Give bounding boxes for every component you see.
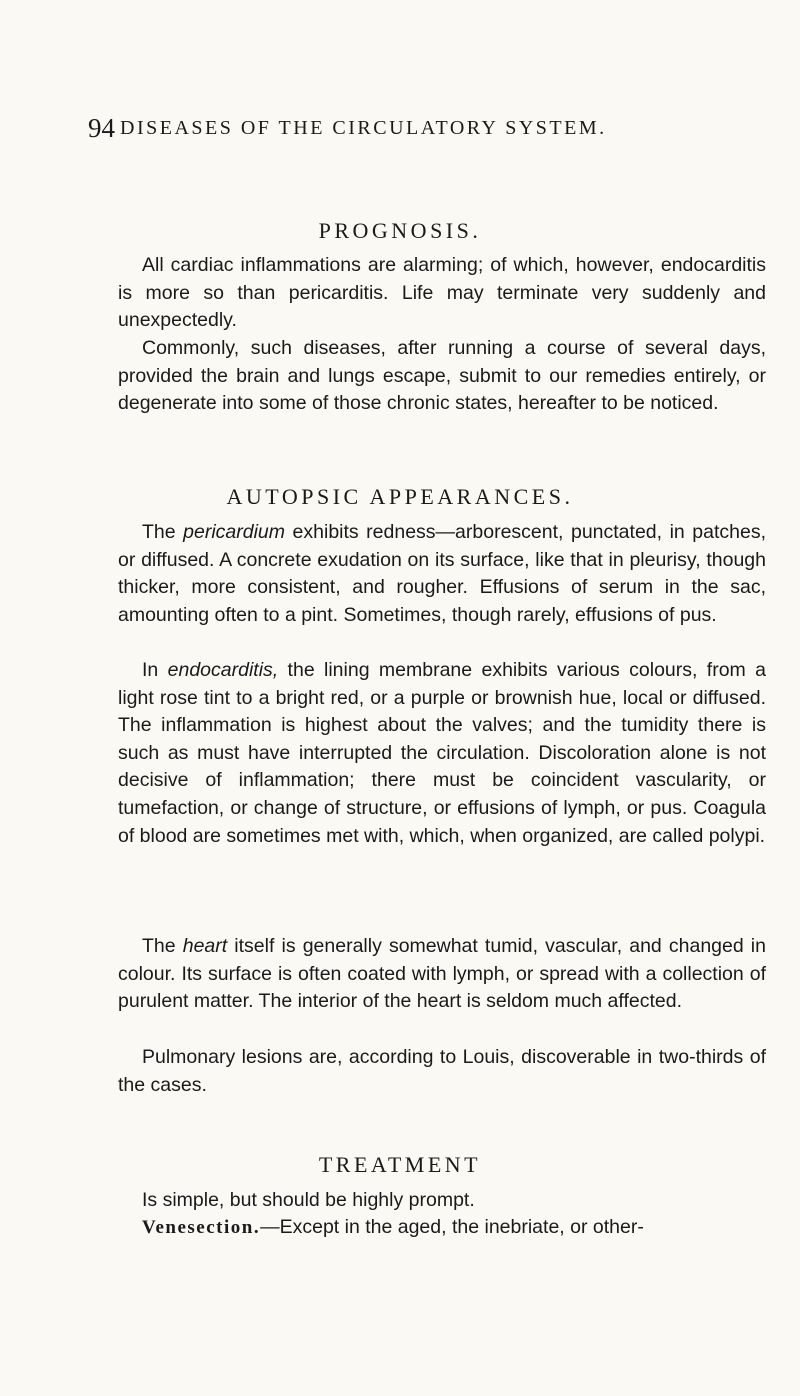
page-header	[88, 113, 760, 143]
venesection-paragraph: Venesection.—Except in the aged, the inebriate, or other-	[142, 1216, 644, 1238]
treatment-paragraph-1: Is simple, but should be highly prompt.	[142, 1189, 475, 1211]
venesection-term: Venesection.	[142, 1217, 261, 1238]
pericardium-term: pericardium	[183, 521, 286, 543]
pulmonary-paragraph: Pulmonary lesions are, according to Louis, discoverable in two-thirds of the cases.	[118, 1046, 766, 1096]
pericardium-paragraph: The pericardium exhibits redness—arborescent, punctated, in patches, or diffused. A concrete exudation on its surface, like that in pleurisy, though thicker, more consistent, and rougher. Effusions of serum in the sac, amounting often to a pint. Sometimes, though rarely, effusions of pus.	[118, 521, 766, 626]
heart-paragraph: The heart itself is generally somewhat tumid, vascular, and changed in colour. Its surface is often coated with lymph, or spread with a collection of purulent matter. The interior of the heart is seldom much affected.	[118, 935, 766, 1013]
treatment-heading: TREATMENT	[318, 1152, 482, 1177]
heart-term: heart	[182, 935, 228, 957]
autopsic-heading: AUTOPSIC APPEARANCES.	[226, 484, 574, 509]
running-title: DISEASES OF THE CIRCULATORY SYSTEM.	[120, 117, 607, 139]
endocarditis-term: endocarditis,	[167, 659, 279, 681]
page-number: 94	[88, 113, 115, 143]
prognosis-paragraph-2: Commonly, such diseases, after running a course of several days, provided the brain and lungs escape, submit to our remedies entirely, or degenerate into some of those chronic states, hereafter to be noticed.	[118, 337, 766, 415]
prognosis-heading: PROGNOSIS.	[318, 218, 482, 243]
endocarditis-paragraph: In endocarditis, the lining membrane exhibits various colours, from a light rose tint to a bright red, or a purple or brownish hue, local or diffused. The inflammation is highest about the valves; and the tumidity there is such as must have interrupted the circulation. Discoloration alone is not decisive of inflammation; there must be coincident vascularity, or tumefaction, or change of structure, or effusions of lymph, or pus. Coagula of blood are sometimes met with, which, when organized, are called polypi.	[118, 659, 766, 847]
prognosis-paragraph-1: All cardiac inflammations are alarming; of which, however, endocarditis is more so than pericarditis. Life may terminate very suddenly and unexpectedly.	[118, 254, 766, 332]
